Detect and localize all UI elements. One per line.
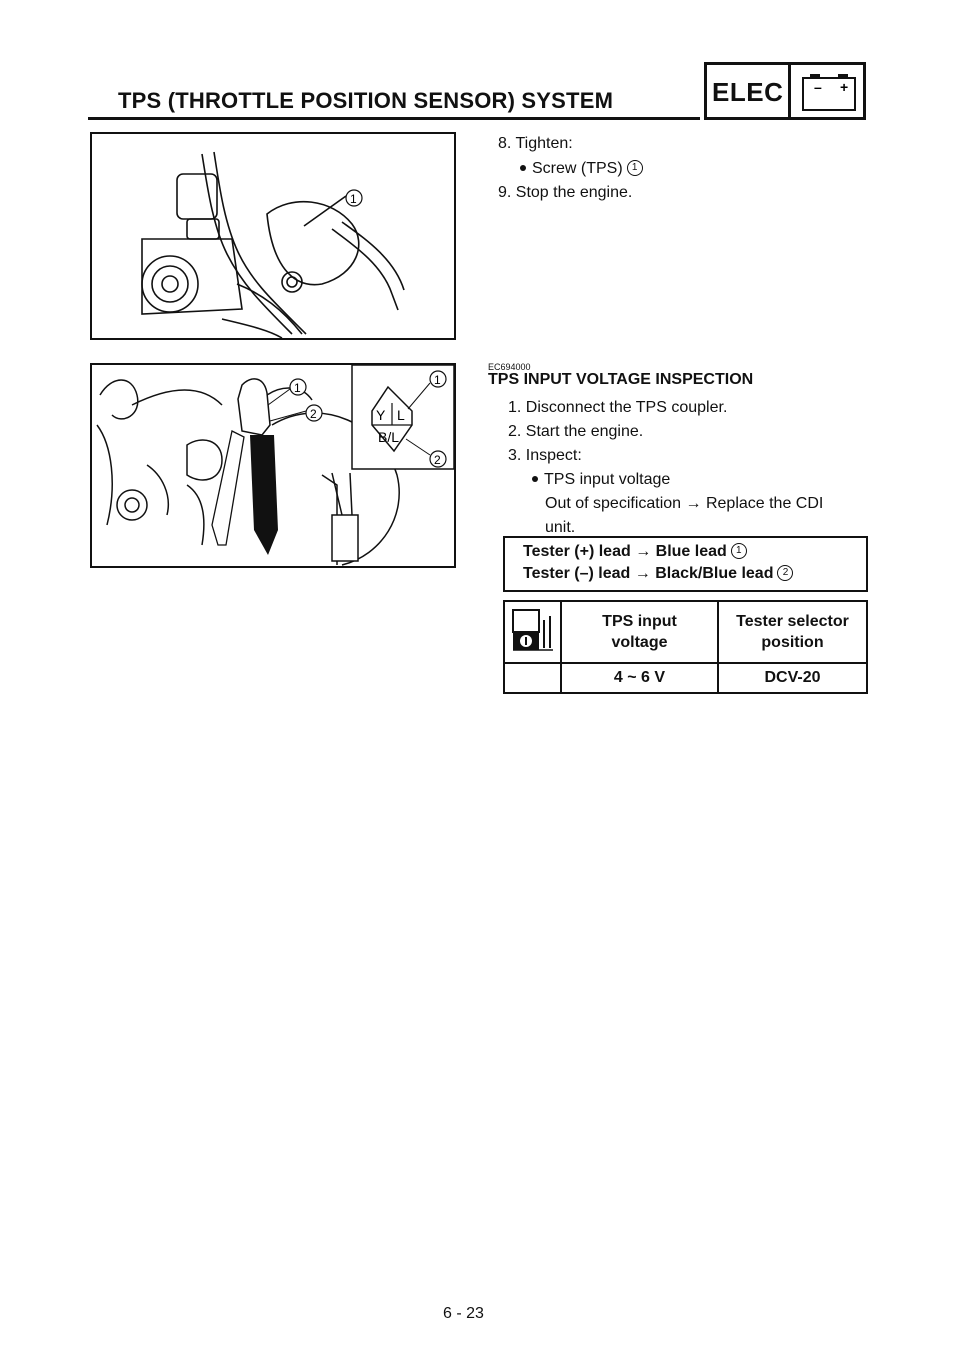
section-step-2: 2. Start the engine.	[508, 423, 644, 440]
figure-tps-coupler-drawing	[92, 365, 454, 566]
ref-circle-1: 1	[627, 160, 643, 176]
bullet-icon	[532, 476, 538, 482]
figure-tps-screw	[90, 132, 456, 340]
step-8: 8. Tighten:	[498, 135, 573, 152]
spec-header-position	[718, 601, 867, 663]
section-code: EC694000	[488, 362, 531, 372]
bullet-icon	[520, 165, 526, 171]
ref-circle-1: 1	[731, 543, 747, 559]
badge-divider	[788, 62, 791, 120]
section-step-3-line2: unit.	[545, 519, 576, 536]
step-8-bullet	[520, 156, 643, 181]
section-badge-label: ELEC	[712, 77, 784, 107]
battery-minus: –	[814, 79, 822, 95]
step-9: 9. Stop the engine.	[498, 184, 633, 201]
section-step-3: 3. Inspect:	[508, 447, 582, 464]
figure-tps-screw-drawing	[92, 134, 454, 338]
inset-callout-1: 1	[434, 373, 441, 387]
spec-value-position: DCV-20	[718, 663, 867, 693]
spec-empty-cell	[504, 663, 561, 693]
figure-tps-coupler	[90, 363, 456, 568]
inset-pin-bl: B/L	[378, 429, 400, 445]
tester-line-2-text: Tester (–) lead → Black/Blue lead	[523, 565, 774, 582]
ref-circle-2: 2	[777, 565, 793, 581]
multimeter-icon	[511, 606, 555, 654]
step-8-bullet-text: Screw (TPS)	[532, 160, 623, 177]
spec-header-voltage	[561, 601, 718, 663]
figure2-callout-2: 2	[310, 407, 317, 421]
section-step-3-line1: Out of specification → Replace the CDI	[545, 495, 824, 512]
spec-header-position-line2: position	[761, 634, 824, 651]
page-header-title: TPS (THROTTLE POSITION SENSOR) SYSTEM	[118, 88, 614, 113]
tester-lead-box	[503, 536, 868, 592]
tester-line-1-text: Tester (+) lead → Blue lead	[523, 543, 727, 560]
tester-line-1	[523, 543, 747, 561]
multimeter-icon-cell	[504, 601, 561, 663]
figure2-callout-1: 1	[294, 381, 301, 395]
header-rule	[88, 117, 700, 120]
spec-header-voltage-line2: voltage	[611, 634, 668, 651]
section-step-3-bullet-text: TPS input voltage	[544, 471, 671, 488]
inset-callout-2: 2	[434, 453, 441, 467]
inset-pin-l: L	[397, 407, 405, 423]
spec-header-position-line1: Tester selector	[736, 613, 849, 630]
inset-pin-y: Y	[376, 407, 386, 423]
spec-table	[503, 600, 868, 694]
figure1-callout-1: 1	[350, 192, 357, 206]
section-step-3-bullet	[532, 467, 670, 492]
battery-plus: +	[840, 79, 849, 95]
spec-value-voltage: 4 ~ 6 V	[561, 663, 718, 693]
spec-header-voltage-line1: TPS input	[602, 613, 677, 630]
page-number: 6 - 23	[443, 1305, 484, 1322]
section-title: TPS INPUT VOLTAGE INSPECTION	[488, 371, 754, 388]
tester-line-2	[523, 565, 793, 583]
section-step-1: 1. Disconnect the TPS coupler.	[508, 399, 728, 416]
battery-icon	[800, 70, 858, 112]
